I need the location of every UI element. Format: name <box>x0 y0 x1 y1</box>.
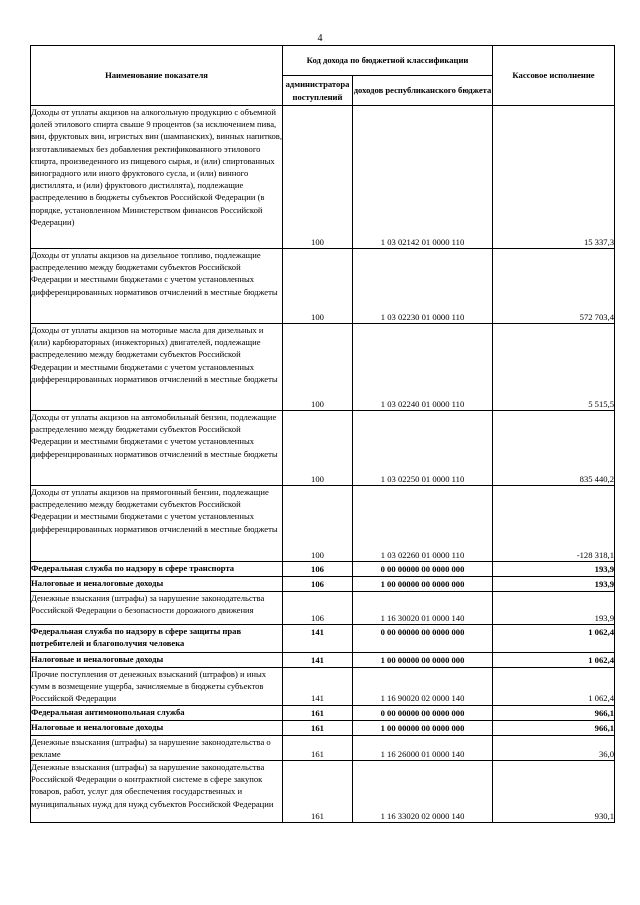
row-revenue-code: 1 03 02250 01 0000 110 <box>353 411 493 486</box>
row-amount: 193,9 <box>493 592 615 625</box>
table-row <box>31 106 615 249</box>
row-admin-code: 141 <box>283 668 353 706</box>
table-row <box>31 761 615 823</box>
table-row <box>31 735 615 760</box>
row-name: Федеральная служба по надзору в сфере защиты прав потребителей и благополучия человека <box>31 625 283 653</box>
row-name: Денежные взыскания (штрафы) за нарушение законодательства Российской Федерации о контрактной системе в сфере закупок товаров, работ, услуг для обеспечения государственных и муниципальных нужд для нужд субъектов Российской Федерации <box>31 761 283 823</box>
header-cash-execution: Кассовое исполнение <box>493 46 615 106</box>
table-body <box>31 106 615 823</box>
row-admin-code: 161 <box>283 705 353 720</box>
row-revenue-code: 1 00 00000 00 0000 000 <box>353 577 493 592</box>
row-amount: 835 440,2 <box>493 411 615 486</box>
row-admin-code: 100 <box>283 324 353 411</box>
row-revenue-code: 1 03 02142 01 0000 110 <box>353 106 493 249</box>
row-amount: 193,9 <box>493 577 615 592</box>
row-name: Денежные взыскания (штрафы) за нарушение законодательства о рекламе <box>31 735 283 760</box>
row-name: Федеральная антимонопольная служба <box>31 705 283 720</box>
row-admin-code: 106 <box>283 577 353 592</box>
row-name: Доходы от уплаты акцизов на алкогольную продукцию с объемной долей этилового спирта свыше 9 процентов (за исключением пива, вин, фруктовых вин, игристых вин (шампанских), винных напитков, изготавливаемых без добавления ректификованного этилового спирта, произведенного из пищевого сырья, и (или) спиртованных виноградного или иного фруктового сусла, и (или) винного дистиллята, и (или) фруктового дистиллята), подлежащие распределению в бюджеты субъектов Российской Федерации (в порядке, установленном Министерством финансов Российской Федерации) <box>31 106 283 249</box>
row-revenue-code: 1 00 00000 00 0000 000 <box>353 720 493 735</box>
row-admin-code: 141 <box>283 653 353 668</box>
table-row <box>31 668 615 706</box>
row-admin-code: 161 <box>283 735 353 760</box>
row-amount: 1 062,4 <box>493 668 615 706</box>
row-revenue-code: 1 16 26000 01 0000 140 <box>353 735 493 760</box>
row-amount: 36,0 <box>493 735 615 760</box>
row-revenue-code: 1 00 00000 00 0000 000 <box>353 653 493 668</box>
row-amount: 966,1 <box>493 720 615 735</box>
row-revenue-code: 0 00 00000 00 0000 000 <box>353 625 493 653</box>
row-admin-code: 106 <box>283 592 353 625</box>
row-admin-code: 100 <box>283 486 353 562</box>
row-revenue-code: 1 16 90020 02 0000 140 <box>353 668 493 706</box>
header-revenue-code: доходов республиканского бюджета <box>353 76 493 106</box>
row-revenue-code: 0 00 00000 00 0000 000 <box>353 562 493 577</box>
row-amount: 1 062,4 <box>493 653 615 668</box>
row-name: Доходы от уплаты акцизов на моторные масла для дизельных и (или) карбюраторных (инжекторных) двигателей, подлежащие распределению между бюджетами субъектов Российской Федерации и местными бюджетами с учетом установленных дифференцированных нормативов отчислений в местные бюджеты <box>31 324 283 411</box>
table-row <box>31 720 615 735</box>
row-name: Прочие поступления от денежных взысканий (штрафов) и иных сумм в возмещение ущерба, зачисляемые в бюджеты субъектов Российской Федерации <box>31 668 283 706</box>
header-admin-code: администратора поступлений <box>283 76 353 106</box>
row-name: Налоговые и неналоговые доходы <box>31 653 283 668</box>
budget-revenue-table <box>30 45 615 823</box>
row-name: Налоговые и неналоговые доходы <box>31 720 283 735</box>
table-row <box>31 562 615 577</box>
row-amount: 15 337,3 <box>493 106 615 249</box>
row-admin-code: 141 <box>283 625 353 653</box>
table-row <box>31 486 615 562</box>
page-number: 4 <box>317 33 323 44</box>
row-name: Федеральная служба по надзору в сфере транспорта <box>31 562 283 577</box>
row-amount: 5 515,5 <box>493 324 615 411</box>
table-row <box>31 705 615 720</box>
row-revenue-code: 1 16 30020 01 0000 140 <box>353 592 493 625</box>
table-row <box>31 324 615 411</box>
row-revenue-code: 1 03 02260 01 0000 110 <box>353 486 493 562</box>
row-admin-code: 161 <box>283 720 353 735</box>
row-admin-code: 106 <box>283 562 353 577</box>
table-row <box>31 653 615 668</box>
table-row <box>31 249 615 324</box>
row-admin-code: 100 <box>283 249 353 324</box>
row-revenue-code: 1 16 33020 02 0000 140 <box>353 761 493 823</box>
row-admin-code: 100 <box>283 106 353 249</box>
row-amount: 930,1 <box>493 761 615 823</box>
row-amount: 572 703,4 <box>493 249 615 324</box>
row-revenue-code: 1 03 02230 01 0000 110 <box>353 249 493 324</box>
row-name: Доходы от уплаты акцизов на прямогонный бензин, подлежащие распределению между бюджетами субъектов Российской Федерации и местными бюджетами с учетом установленных дифференцированных нормативов отчислений в местные бюджеты <box>31 486 283 562</box>
row-amount: 193,9 <box>493 562 615 577</box>
row-name: Налоговые и неналоговые доходы <box>31 577 283 592</box>
header-indicator-name: Наименование показателя <box>31 46 283 106</box>
table-row <box>31 592 615 625</box>
row-name: Денежные взыскания (штрафы) за нарушение законодательства Российской Федерации о безопасности дорожного движения <box>31 592 283 625</box>
row-admin-code: 161 <box>283 761 353 823</box>
row-amount: 1 062,4 <box>493 625 615 653</box>
header-code-group: Код дохода по бюджетной классификации <box>283 46 493 76</box>
row-revenue-code: 1 03 02240 01 0000 110 <box>353 324 493 411</box>
table-row <box>31 411 615 486</box>
table-row <box>31 625 615 653</box>
row-admin-code: 100 <box>283 411 353 486</box>
table-row <box>31 577 615 592</box>
row-revenue-code: 0 00 00000 00 0000 000 <box>353 705 493 720</box>
row-name: Доходы от уплаты акцизов на автомобильный бензин, подлежащие распределению между бюджетами субъектов Российской Федерации и местными бюджетами с учетом установленных дифференцированных нормативов отчислений в местные бюджеты <box>31 411 283 486</box>
row-amount: 966,1 <box>493 705 615 720</box>
row-name: Доходы от уплаты акцизов на дизельное топливо, подлежащие распределению между бюджетами субъектов Российской Федерации и местными бюджетами с учетом установленных дифференцированных нормативов отчислений в местные бюджеты <box>31 249 283 324</box>
row-amount: -128 318,1 <box>493 486 615 562</box>
